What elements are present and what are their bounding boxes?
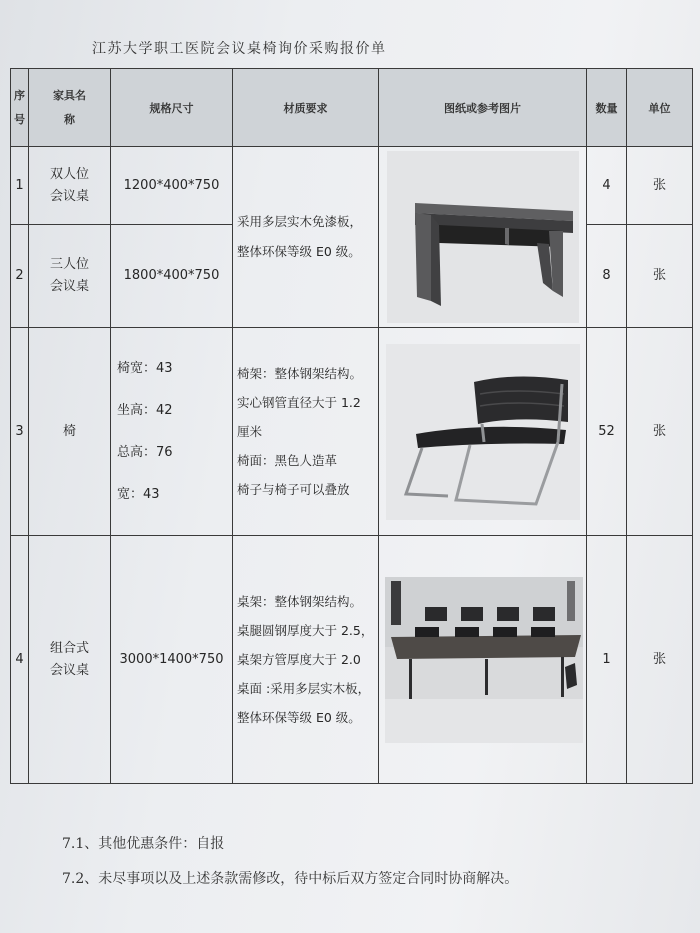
row-spec: 1200*400*750 bbox=[111, 147, 233, 225]
row-name: 椅 bbox=[29, 328, 111, 536]
row-unit: 张 bbox=[627, 147, 693, 225]
conference-table-photo bbox=[385, 577, 583, 743]
note-item: 7.2、未尽事项以及上述条款需修改，待中标后双方签定合同时协商解决。 bbox=[62, 871, 519, 887]
header-spec: 规格尺寸 bbox=[111, 69, 233, 147]
quotation-table bbox=[10, 68, 693, 784]
table-row bbox=[11, 147, 693, 225]
header-material: 材质要求 bbox=[233, 69, 379, 147]
table-header-row bbox=[11, 69, 693, 147]
row-qty: 52 bbox=[587, 328, 627, 536]
row-seq: 4 bbox=[11, 536, 29, 784]
note-item: 7.1、其他优惠条件：自报 bbox=[62, 836, 225, 852]
table-row bbox=[11, 328, 693, 536]
notes bbox=[62, 832, 518, 902]
row-qty: 4 bbox=[587, 147, 627, 225]
header-unit: 单位 bbox=[627, 69, 693, 147]
row-unit: 张 bbox=[627, 328, 693, 536]
row-seq: 3 bbox=[11, 328, 29, 536]
header-image: 图纸或参考图片 bbox=[379, 69, 587, 147]
row-spec: 椅宽：43 坐高：42 总高：76 宽：43 bbox=[111, 328, 233, 536]
desk-photo bbox=[387, 151, 579, 323]
chair-photo bbox=[386, 344, 580, 520]
document-title: 江苏大学职工医院会议桌椅询价采购报价单 bbox=[92, 41, 387, 57]
header-qty: 数量 bbox=[587, 69, 627, 147]
row-spec: 3000*1400*750 bbox=[111, 536, 233, 784]
row-material-shared: 采用多层实木免漆板， 整体环保等级 E0 级。 bbox=[233, 147, 379, 328]
row-unit: 张 bbox=[627, 536, 693, 784]
desk-reference-image-cell bbox=[379, 147, 587, 328]
row-seq: 2 bbox=[11, 225, 29, 328]
chair-reference-image-cell bbox=[379, 328, 587, 536]
header-name: 家具名 称 bbox=[29, 69, 111, 147]
row-material: 椅架：整体钢架结构。 实心钢管直径大于 1.2 厘米 椅面：黑色人造革 椅子与椅子可以叠放 bbox=[233, 328, 379, 536]
row-seq: 1 bbox=[11, 147, 29, 225]
row-qty: 1 bbox=[587, 536, 627, 784]
conference-table-reference-image-cell bbox=[379, 536, 587, 784]
table-row bbox=[11, 536, 693, 784]
row-name: 三人位 会议桌 bbox=[29, 225, 111, 328]
row-qty: 8 bbox=[587, 225, 627, 328]
row-spec: 1800*400*750 bbox=[111, 225, 233, 328]
row-material: 桌架：整体钢架结构。 桌腿圆钢厚度大于 2.5， 桌架方管厚度大于 2.0 桌面 :采用多层实木板， 整体环保等级 E0 级。 bbox=[233, 536, 379, 784]
header-seq: 序 号 bbox=[11, 69, 29, 147]
row-name: 组合式 会议桌 bbox=[29, 536, 111, 784]
row-unit: 张 bbox=[627, 225, 693, 328]
row-name: 双人位 会议桌 bbox=[29, 147, 111, 225]
